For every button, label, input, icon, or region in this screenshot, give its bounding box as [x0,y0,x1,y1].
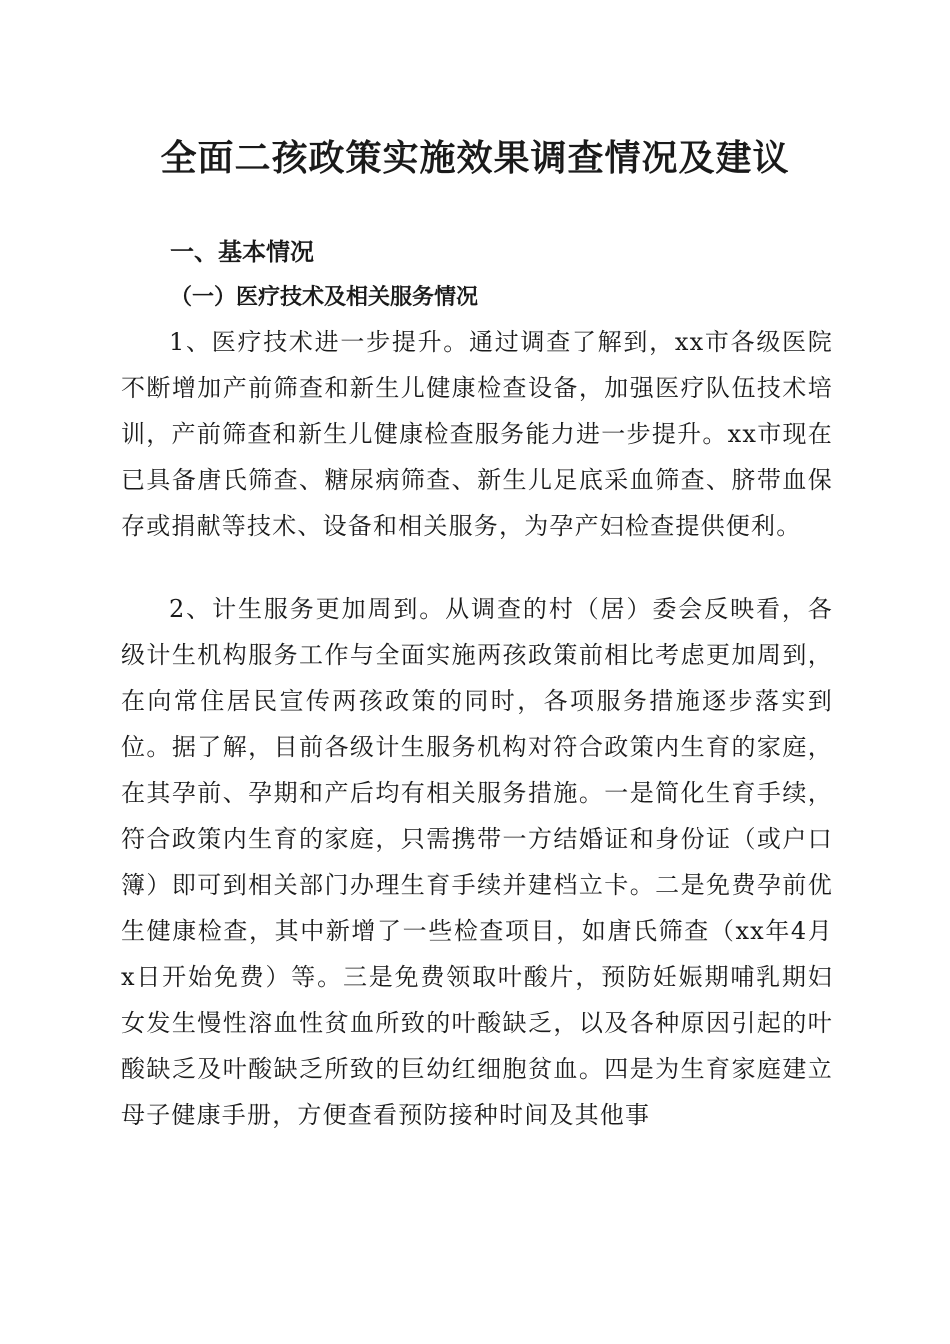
subsection-heading-medical-services: （一）医疗技术及相关服务情况 [170,284,479,310]
section-heading-basic-situation: 一、基本情况 [170,238,314,266]
document-title: 全面二孩政策实施效果调查情况及建议 [160,137,790,179]
paragraph-family-planning-services: 2、计生服务更加周到。从调查的村（居）委会反映看，各级计生机构服务工作与全面实施两孩政策前相比考虑更加周到，在向常住居民宣传两孩政策的同时，各项服务措施逐步落实到位。据了解，目前各级计生服务机构对符合政策内生育的家庭，在其孕前、孕期和产后均有相关服务措施。一是简化生育手续，符合政策内生育的家庭，只需携带一方结婚证和身份证（或户口簿）即可到相关部门办理生育手续并建档立卡。二是免费孕前优生健康检查，其中新增了一些检查项目，如唐氏筛查（xx年4月x日开始免费）等。三是免费领取叶酸片，预防妊娠期哺乳期妇女发生慢性溶血性贫血所致的叶酸缺乏，以及各种原因引起的叶酸缺乏及叶酸缺乏所致的巨幼红细胞贫血。四是为生育家庭建立母子健康手册，方便查看预防接种时间及其他事 [121,595,833,1129]
paragraph-medical-technology: 1、医疗技术进一步提升。通过调查了解到，xx市各级医院不断增加产前筛查和新生儿健康检查设备，加强医疗队伍技术培训，产前筛查和新生儿健康检查服务能力进一步提升。xx市现在已具备唐氏筛查、糖尿病筛查、新生儿足底采血筛查、脐带血保存或捐献等技术、设备和相关服务，为孕产妇检查提供便利。 [121,328,833,540]
